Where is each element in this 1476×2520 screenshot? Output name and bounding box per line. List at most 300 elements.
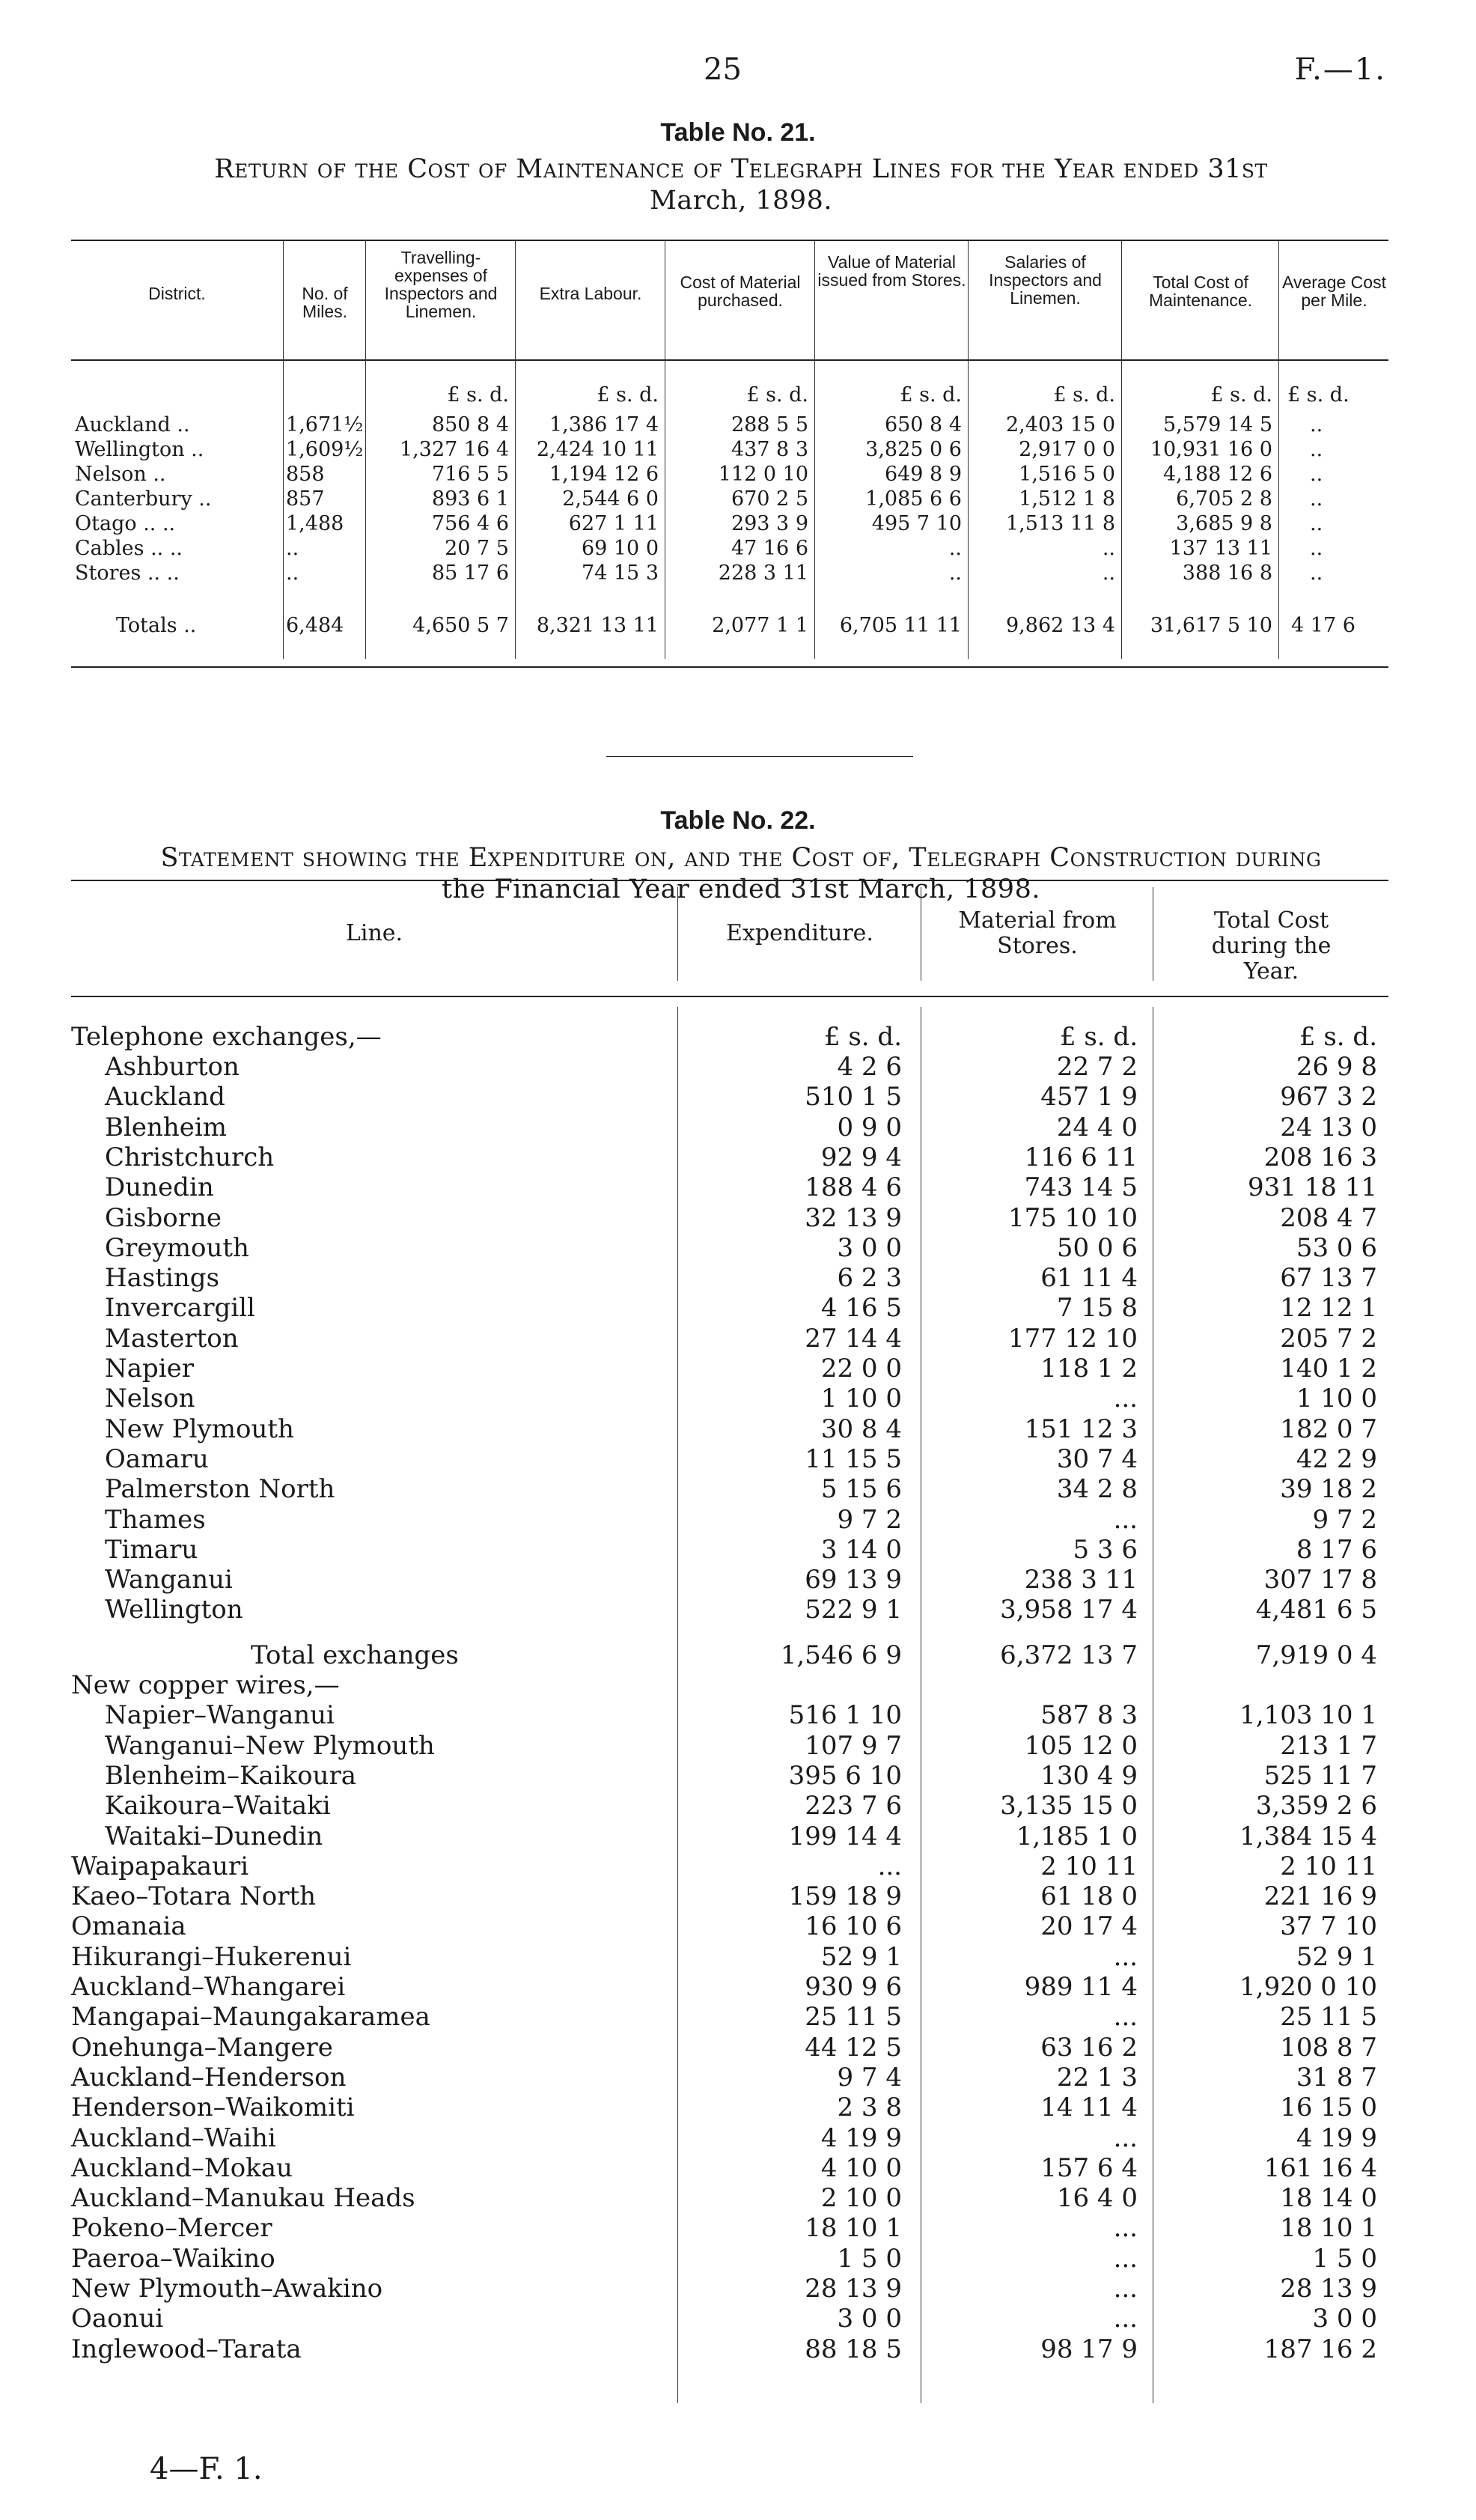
t22-mat: 118 1 2 [1040, 1354, 1138, 1384]
t22-mat: 50 0 6 [1056, 1232, 1138, 1263]
t22-line: Blenheim [105, 1112, 228, 1142]
t22-line: Onehunga–Mangere [71, 2032, 333, 2063]
t22-row [71, 1791, 1388, 1821]
t22-exp: 52 9 1 [820, 1941, 902, 1972]
t22-line: Thames [105, 1504, 206, 1535]
table22 [71, 880, 1388, 2403]
t22-row [71, 1851, 1388, 1881]
t21-travel: 85 17 6 [431, 561, 509, 585]
t22-tot: 187 16 2 [1263, 2334, 1377, 2364]
t21-stores: 495 7 10 [871, 512, 962, 535]
t21-stores: 6,705 11 11 [839, 614, 962, 637]
t21-row [71, 561, 1388, 585]
t22-line: Auckland–Waihi [71, 2122, 276, 2153]
t22-mat: 2 10 11 [1040, 1851, 1138, 1881]
t22-row [71, 1505, 1388, 1535]
t21-header-district: District. [148, 284, 206, 303]
t21-salaries: .. [1102, 561, 1115, 585]
t21-row [71, 487, 1388, 511]
t22-row [71, 1881, 1388, 1911]
t22-row [71, 1942, 1388, 1972]
t22-line: Oaonui [71, 2304, 164, 2334]
t21-header-material: Cost of Material purchased. [680, 273, 801, 310]
t22-tot: 931 18 11 [1247, 1172, 1377, 1203]
t22-unit: £ s. d. [1299, 1022, 1377, 1052]
t21-material: 288 5 5 [731, 413, 808, 436]
t22-mat: 1,185 1 0 [1016, 1821, 1138, 1851]
t22-row [71, 1354, 1388, 1384]
t21-header-stores: Value of Material issued from Stores. [817, 252, 966, 290]
t22-line: Gisborne [105, 1202, 222, 1233]
t22-row [71, 1700, 1388, 1730]
t22-tot: 205 7 2 [1280, 1323, 1377, 1354]
t22-exp: 107 9 7 [805, 1730, 902, 1761]
t22-mat: ... [1113, 1504, 1138, 1535]
t22-tot: 1,384 15 4 [1239, 1821, 1377, 1851]
t21-total: 6,705 2 8 [1176, 487, 1272, 511]
t22-exp: 2 10 0 [820, 2183, 902, 2214]
t21-total: 10,931 16 0 [1150, 438, 1272, 461]
t22-row [71, 1595, 1388, 1625]
t22-mat: ... [1113, 2213, 1138, 2244]
t21-salaries: 2,917 0 0 [1019, 438, 1115, 461]
t22-exp: 4 10 0 [820, 2152, 902, 2183]
t21-avg: .. [1310, 561, 1323, 585]
t21-material: 47 16 6 [731, 537, 808, 560]
t22-exp: 44 12 5 [805, 2032, 902, 2063]
t22-exp: ... [877, 1851, 902, 1881]
t22-line: Omanaia [71, 1911, 186, 1942]
page-reference: F.—1. [1294, 52, 1386, 87]
t21-district: Canterbury .. [75, 487, 212, 511]
t22-row [71, 1233, 1388, 1263]
t21-row [71, 512, 1388, 536]
t22-header-expenditure: Expenditure. [726, 920, 873, 946]
t22-line: Pokeno–Mercer [71, 2213, 272, 2244]
t21-stores: 3,825 0 6 [865, 438, 962, 461]
t22-row [71, 2123, 1388, 2153]
t22-tot: 4 19 9 [1296, 2122, 1377, 2153]
t21-avg: .. [1310, 413, 1323, 436]
t22-row [71, 2153, 1388, 2183]
t21-travel: 716 5 5 [431, 463, 509, 486]
t22-line: Auckland–Henderson [71, 2062, 347, 2093]
t21-header-salaries: Salaries of Inspectors and Linemen. [989, 252, 1102, 308]
t22-mat: ... [1113, 2002, 1138, 2033]
t22-line: Total exchanges [251, 1640, 459, 1670]
t22-row [71, 1113, 1388, 1142]
t22-header-line: Line. [345, 920, 403, 946]
t21-miles: 858 [286, 463, 325, 486]
t22-mat: 743 14 5 [1024, 1172, 1138, 1203]
t22-mat: 130 4 9 [1040, 1760, 1138, 1791]
t21-district: Nelson .. [75, 463, 166, 486]
t22-row [71, 1972, 1388, 2002]
t22-mat: 22 1 3 [1056, 2062, 1138, 2093]
t21-header-total: Total Cost of Maintenance. [1148, 273, 1253, 310]
t22-exp: 199 14 4 [788, 1821, 902, 1851]
t21-unit: £ s. d. [447, 383, 509, 407]
t21-unit: £ s. d. [1287, 383, 1350, 407]
t22-tot: 213 1 7 [1280, 1730, 1377, 1761]
t22-total-exchanges-row [71, 1640, 1388, 1670]
t21-extra: 74 15 3 [581, 561, 659, 585]
t22-mat: 16 4 0 [1056, 2183, 1138, 2214]
t21-extra: 2,424 10 11 [536, 438, 659, 461]
t22-tot: 2 10 11 [1280, 1851, 1377, 1881]
t22-tot: 18 10 1 [1280, 2213, 1377, 2244]
t22-tot: 39 18 2 [1280, 1474, 1377, 1505]
t21-avg: .. [1310, 487, 1323, 511]
t21-travel: 4,650 5 7 [412, 614, 509, 637]
t22-row [71, 1761, 1388, 1791]
t21-unit: £ s. d. [1053, 383, 1115, 407]
t22-line: Napier–Wanganui [105, 1700, 335, 1731]
t22-mat: 457 1 9 [1040, 1082, 1138, 1113]
t21-salaries: 1,516 5 0 [1019, 463, 1115, 486]
t21-header-average: Average Cost per Mile. [1282, 273, 1386, 310]
t22-mat: 22 7 2 [1056, 1052, 1138, 1082]
t22-line: Invercargill [105, 1293, 255, 1324]
t21-totals-row [71, 614, 1388, 638]
t22-mat: 157 6 4 [1040, 2152, 1138, 2183]
t22-row [71, 2183, 1388, 2213]
t22-line: Blenheim–Kaikoura [105, 1760, 357, 1791]
t22-mat: 20 17 4 [1040, 1911, 1138, 1942]
t21-travel: 850 8 4 [431, 413, 509, 436]
t22-exp: 27 14 4 [805, 1323, 902, 1354]
t21-stores: 650 8 4 [884, 413, 962, 436]
t22-mat: 61 18 0 [1040, 1881, 1138, 1912]
t22-line: Nelson [105, 1384, 195, 1414]
t22-mat: 34 2 8 [1056, 1474, 1138, 1505]
t22-line: Auckland [105, 1082, 225, 1113]
t22-row [71, 1444, 1388, 1474]
t22-mat: 30 7 4 [1056, 1443, 1138, 1474]
t21-row [71, 537, 1388, 561]
t21-travel: 756 4 6 [431, 512, 509, 535]
t21-total: 3,685 9 8 [1176, 512, 1272, 535]
t21-miles: 857 [286, 487, 325, 511]
t22-tot: 307 17 8 [1263, 1565, 1377, 1595]
t21-extra: 69 10 0 [581, 537, 659, 560]
t22-line: Wanganui–New Plymouth [105, 1730, 435, 1761]
t21-travel: 20 7 5 [445, 537, 509, 560]
t22-section-copper: New copper wires,— [71, 1670, 340, 1700]
t22-tot: 3,359 2 6 [1255, 1791, 1377, 1821]
t22-mat: 3,135 15 0 [1000, 1791, 1138, 1821]
t21-unit: £ s. d. [597, 383, 659, 407]
t22-line: Greymouth [105, 1232, 249, 1263]
t21-unit: £ s. d. [1210, 383, 1272, 407]
t22-line: Wanganui [105, 1565, 233, 1595]
t21-total: 4,188 12 6 [1163, 463, 1272, 486]
t22-tot: 16 15 0 [1280, 2093, 1377, 2123]
t22-row [71, 1052, 1388, 1082]
t22-row [71, 2033, 1388, 2063]
t21-stores: 1,085 6 6 [865, 487, 962, 511]
t22-line: Waipapakauri [71, 1851, 249, 1881]
page-number: 25 [704, 52, 742, 87]
t22-tot: 208 16 3 [1263, 1142, 1377, 1172]
t22-row [71, 2334, 1388, 2364]
t22-line: Kaikoura–Waitaki [105, 1791, 331, 1821]
t21-row [71, 463, 1388, 487]
t21-avg: .. [1310, 537, 1323, 560]
t21-district: Wellington .. [75, 438, 204, 461]
t22-tot: 967 3 2 [1280, 1082, 1377, 1113]
t22-exp: 18 10 1 [805, 2213, 902, 2244]
t21-district: Auckland .. [75, 413, 190, 436]
t22-row [71, 1142, 1388, 1172]
t22-line: Auckland–Mokau [71, 2152, 293, 2183]
t22-exp: 11 15 5 [805, 1443, 902, 1474]
t21-total: 388 16 8 [1182, 561, 1272, 585]
t22-tot: 26 9 8 [1296, 1052, 1377, 1082]
t22-mat: ... [1113, 2274, 1138, 2304]
table21-title: Table No. 21. [660, 118, 816, 147]
t22-mat: 105 12 0 [1024, 1730, 1138, 1761]
t22-mat: 63 16 2 [1040, 2032, 1138, 2063]
t22-line: New Plymouth [105, 1413, 294, 1444]
t22-exp: 9 7 4 [837, 2062, 902, 2093]
t22-tot: 12 12 1 [1280, 1293, 1377, 1324]
t22-tot: 18 14 0 [1280, 2183, 1377, 2214]
t22-tot: 37 7 10 [1280, 1911, 1377, 1942]
t22-section-exchanges: Telephone exchanges,— [71, 1022, 382, 1052]
t22-mat: ... [1113, 1941, 1138, 1972]
t22-line: Timaru [105, 1534, 198, 1565]
t21-total: 31,617 5 10 [1150, 614, 1272, 637]
t22-tot: 1 5 0 [1312, 2243, 1377, 2274]
t21-salaries: 2,403 15 0 [1006, 413, 1115, 436]
t22-mat: ... [1113, 2304, 1138, 2334]
t22-tot: 3 0 0 [1312, 2304, 1377, 2334]
t22-line: Auckland–Manukau Heads [71, 2183, 415, 2214]
t21-material: 437 8 3 [731, 438, 808, 461]
t21-material: 293 3 9 [731, 512, 808, 535]
t22-row [71, 1474, 1388, 1504]
t22-line: Kaeo–Totara North [71, 1881, 317, 1912]
t21-miles: 1,488 [286, 512, 344, 535]
t21-material: 112 0 10 [718, 463, 808, 486]
table22-title: Table No. 22. [660, 806, 816, 835]
t22-line: Palmerston North [105, 1474, 335, 1505]
t22-exp: 6 2 3 [837, 1263, 902, 1294]
t22-exp: 3 0 0 [837, 2304, 902, 2334]
t21-row [71, 413, 1388, 437]
t22-line: Hikurangi–Hukerenui [71, 1941, 352, 1972]
t21-total: 137 13 11 [1169, 537, 1272, 560]
t22-header-total: Total Cost during the Year. [1211, 907, 1332, 984]
t22-tot: 182 0 7 [1280, 1413, 1377, 1444]
t22-tot: 108 8 7 [1280, 2032, 1377, 2063]
t22-tot: 208 4 7 [1280, 1202, 1377, 1233]
t21-header-extra: Extra Labour. [539, 284, 642, 303]
t21-travel: 893 6 1 [431, 487, 509, 511]
t22-exp: 1 10 0 [820, 1384, 902, 1414]
t22-exp: 223 7 6 [805, 1791, 902, 1821]
t22-tot: 140 1 2 [1280, 1354, 1377, 1384]
t22-row [71, 2002, 1388, 2032]
t22-mat: 24 4 0 [1056, 1112, 1138, 1142]
t22-row [71, 1172, 1388, 1202]
t21-travel: 1,327 16 4 [400, 438, 509, 461]
t22-tot: 67 13 7 [1280, 1263, 1377, 1294]
t22-mat: 177 12 10 [1007, 1323, 1138, 1354]
t22-unit: £ s. d. [1059, 1022, 1138, 1052]
t22-unit: £ s. d. [823, 1022, 902, 1052]
t21-material: 670 2 5 [731, 487, 808, 511]
t22-exp: 9 7 2 [837, 1504, 902, 1535]
t22-row [71, 2213, 1388, 2243]
t21-avg: .. [1310, 438, 1323, 461]
t22-mat: ... [1113, 2243, 1138, 2274]
t21-extra: 627 1 11 [568, 512, 659, 535]
t22-mat: 6,372 13 7 [1000, 1640, 1138, 1670]
t21-stores: .. [948, 561, 962, 585]
t22-mat: 175 10 10 [1007, 1202, 1138, 1233]
t22-row [71, 1414, 1388, 1444]
t21-unit: £ s. d. [746, 383, 808, 407]
t22-exp: 32 13 9 [805, 1202, 902, 1233]
t22-row [71, 2244, 1388, 2274]
t22-exp: 25 11 5 [805, 2002, 902, 2033]
t22-tot: 1,920 0 10 [1239, 1972, 1377, 2002]
t22-line: Wellington [105, 1595, 243, 1625]
t22-row [71, 1535, 1388, 1565]
t22-row [71, 1731, 1388, 1761]
t22-row [71, 1293, 1388, 1323]
t22-mat: ... [1113, 2122, 1138, 2153]
table21-subtitle-1: Return of the Cost of Maintenance of Telegraph Lines for the Year ended 31st [214, 154, 1268, 184]
t22-tot: 1 10 0 [1296, 1384, 1377, 1414]
t22-row [71, 1203, 1388, 1233]
t22-line: Inglewood–Tarata [71, 2334, 302, 2364]
t22-exp: 69 13 9 [805, 1565, 902, 1595]
t22-mat: 238 3 11 [1024, 1565, 1138, 1595]
t22-tot: 28 13 9 [1280, 2274, 1377, 2304]
t22-exp: 28 13 9 [805, 2274, 902, 2304]
t22-exp: 510 1 5 [805, 1082, 902, 1113]
t22-row [71, 2274, 1388, 2304]
t22-exp: 0 9 0 [837, 1112, 902, 1142]
t21-avg: .. [1310, 512, 1323, 535]
t22-row [71, 1324, 1388, 1354]
t22-row [71, 2063, 1388, 2093]
t22-tot: 525 11 7 [1263, 1760, 1377, 1791]
t22-mat: 587 8 3 [1040, 1700, 1138, 1731]
t22-tot: 161 16 4 [1263, 2152, 1377, 2183]
table21-subtitle-2: March, 1898. [649, 186, 833, 216]
t22-row [71, 1384, 1388, 1413]
t22-line: Waitaki–Dunedin [105, 1821, 323, 1851]
t22-exp: 22 0 0 [820, 1354, 902, 1384]
t21-header-miles: No. of Miles. [302, 284, 348, 321]
t21-district: Cables .. .. [75, 537, 183, 560]
t22-exp: 516 1 10 [788, 1700, 902, 1731]
t22-mat: 61 11 4 [1040, 1263, 1138, 1294]
t22-line: Napier [105, 1354, 195, 1384]
t22-row [71, 1821, 1388, 1851]
t22-exp: 4 16 5 [820, 1293, 902, 1324]
t21-salaries: 1,513 11 8 [1006, 512, 1115, 535]
t21-avg: .. [1310, 463, 1323, 486]
t21-row [71, 438, 1388, 462]
t22-exp: 3 0 0 [837, 1232, 902, 1263]
t22-tot: 24 13 0 [1280, 1112, 1377, 1142]
t21-district: Otago .. .. [75, 512, 176, 535]
t22-row [71, 2304, 1388, 2334]
t21-extra: 1,194 12 6 [549, 463, 659, 486]
t21-miles: .. [286, 561, 299, 585]
table21 [71, 240, 1388, 666]
t22-row [71, 1911, 1388, 1941]
t21-miles: .. [286, 537, 299, 560]
t22-exp: 16 10 6 [805, 1911, 902, 1942]
t22-mat: 151 12 3 [1024, 1413, 1138, 1444]
t22-tot: 1,103 10 1 [1239, 1700, 1377, 1731]
page-footer: 4—F. 1. [150, 2452, 263, 2486]
t22-line: New Plymouth–Awakino [71, 2274, 383, 2304]
t21-avg: 4 17 6 [1291, 614, 1355, 637]
t22-row [71, 1565, 1388, 1595]
t22-exp: 30 8 4 [820, 1413, 902, 1444]
t21-material: 2,077 1 1 [712, 614, 808, 637]
t21-district: Totals .. [116, 614, 197, 637]
t21-salaries: 1,512 1 8 [1019, 487, 1115, 511]
t22-exp: 4 2 6 [837, 1052, 902, 1082]
table22-subtitle-2: the Financial Year ended 31st March, 1898. [442, 874, 1040, 904]
t22-mat: 5 3 6 [1073, 1534, 1138, 1565]
t22-tot: 8 17 6 [1296, 1534, 1377, 1565]
t22-line: Ashburton [105, 1052, 240, 1082]
t21-miles: 6,484 [286, 614, 344, 637]
t22-row [71, 1082, 1388, 1112]
t22-tot: 42 2 9 [1296, 1443, 1377, 1474]
t21-salaries: 9,862 13 4 [1006, 614, 1115, 637]
t21-district: Stores .. .. [75, 561, 180, 585]
t21-stores: .. [948, 537, 962, 560]
t22-exp: 1,546 6 9 [780, 1640, 902, 1670]
t22-tot: 7,919 0 4 [1255, 1640, 1377, 1670]
t22-mat: 14 11 4 [1040, 2093, 1138, 2123]
t22-mat: 7 15 8 [1056, 1293, 1138, 1324]
t22-exp: 3 14 0 [820, 1534, 902, 1565]
t22-line: Auckland–Whangarei [71, 1972, 346, 2002]
t22-exp: 2 3 8 [837, 2093, 902, 2123]
t22-mat: 116 6 11 [1024, 1142, 1138, 1172]
t22-mat: 989 11 4 [1024, 1972, 1138, 2002]
t22-line: Hastings [105, 1263, 220, 1294]
t22-tot: 53 0 6 [1296, 1232, 1377, 1263]
t22-exp: 522 9 1 [805, 1595, 902, 1625]
t21-salaries: .. [1102, 537, 1115, 560]
t21-miles: 1,671½ [286, 413, 364, 436]
t22-line: Dunedin [105, 1172, 214, 1203]
t22-line: Mangapai–Maungakaramea [71, 2002, 430, 2033]
t22-tot: 31 8 7 [1296, 2062, 1377, 2093]
t22-exp: 188 4 6 [805, 1172, 902, 1203]
page-header [0, 52, 1476, 97]
t22-mat: 98 17 9 [1040, 2334, 1138, 2364]
t22-tot: 4,481 6 5 [1255, 1595, 1377, 1625]
t22-header-material: Material from Stores. [958, 907, 1117, 959]
t21-extra: 8,321 13 11 [536, 614, 659, 637]
t22-line: Masterton [105, 1323, 239, 1354]
t21-stores: 649 8 9 [884, 463, 962, 486]
t22-exp: 930 9 6 [805, 1972, 902, 2002]
